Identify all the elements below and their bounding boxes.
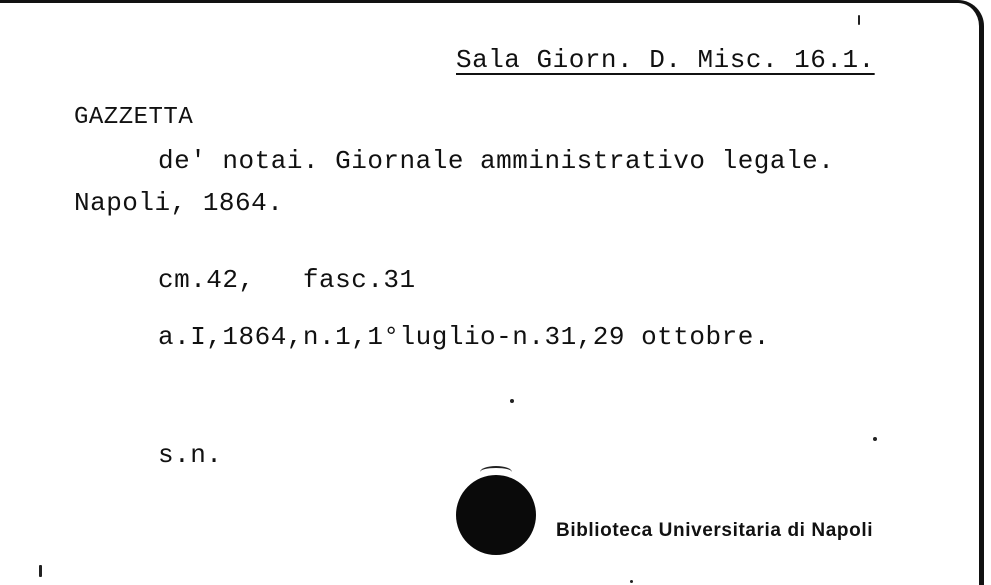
speck — [510, 399, 514, 403]
speck — [39, 565, 42, 577]
heading: GAZZETTA — [74, 104, 194, 131]
shelfmark: Sala Giorn. D. Misc. 16.1. — [456, 45, 875, 75]
holdings: a.I,1864,n.1,1°luglio-n.31,29 ottobre. — [158, 322, 770, 352]
library-stamp-label: Biblioteca Universitaria di Napoli — [556, 520, 874, 541]
physical-description: cm.42, fasc.31 — [158, 265, 416, 295]
speck — [873, 437, 877, 441]
speck — [630, 580, 633, 583]
title-line-2: Napoli, 1864. — [74, 188, 284, 218]
title-line-1: de' notai. Giornale amministrativo legale. — [158, 146, 835, 176]
note: s.n. — [158, 440, 223, 470]
library-stamp-icon — [456, 475, 536, 555]
speck — [858, 15, 860, 25]
